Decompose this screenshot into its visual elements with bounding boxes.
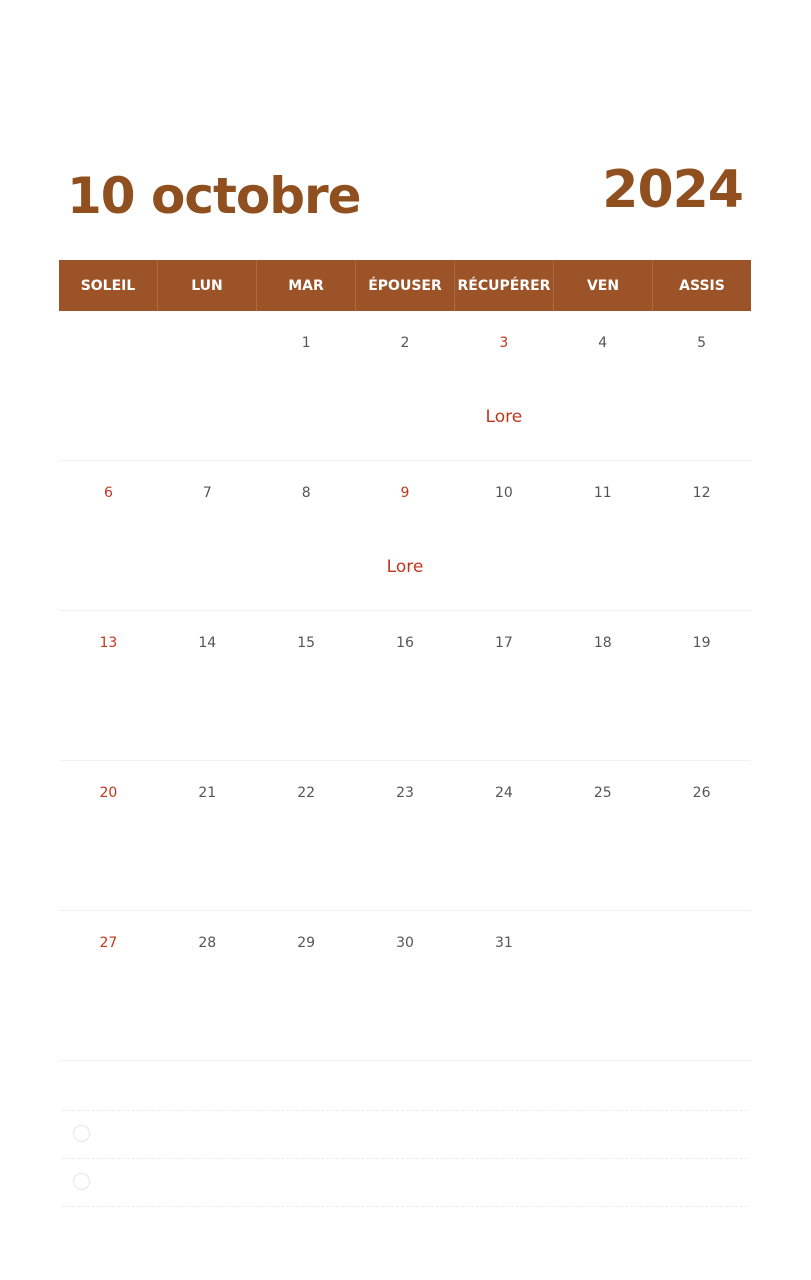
day-number: 19 <box>692 635 711 651</box>
day-number: 28 <box>198 935 217 951</box>
day-cell[interactable] <box>652 461 751 610</box>
week-row <box>59 611 751 761</box>
day-cell[interactable] <box>356 461 455 610</box>
day-cell[interactable] <box>158 611 257 760</box>
week-row <box>59 761 751 911</box>
day-cell[interactable] <box>257 461 356 610</box>
day-cell[interactable] <box>652 911 751 1060</box>
weekday-wed: ÉPOUSER <box>356 260 455 311</box>
day-cell[interactable] <box>356 611 455 760</box>
day-cell[interactable] <box>356 761 455 910</box>
weekday-sun: SOLEIL <box>59 260 158 311</box>
day-cell[interactable] <box>257 911 356 1060</box>
day-cell[interactable] <box>553 461 652 610</box>
day-number: 13 <box>99 635 118 651</box>
day-number: 17 <box>494 635 513 651</box>
day-number: 8 <box>301 485 311 501</box>
day-number: 22 <box>297 785 316 801</box>
day-cell[interactable] <box>158 461 257 610</box>
day-number: 29 <box>297 935 316 951</box>
week-row <box>59 461 751 611</box>
event-label[interactable]: Lore <box>485 407 523 427</box>
day-cell[interactable] <box>454 911 553 1060</box>
day-cell[interactable] <box>257 311 356 460</box>
day-cell[interactable] <box>652 761 751 910</box>
day-cell[interactable] <box>454 611 553 760</box>
day-number: 3 <box>499 335 509 351</box>
day-number: 12 <box>692 485 711 501</box>
month-title: 10 octobre <box>67 167 361 225</box>
notes-section <box>62 1110 748 1207</box>
day-cell[interactable] <box>158 761 257 910</box>
day-cell[interactable] <box>454 461 553 610</box>
day-number: 27 <box>99 935 118 951</box>
weekday-sat: ASSIS <box>679 277 725 294</box>
day-cell[interactable] <box>59 311 158 460</box>
weekday-mon: LUN <box>158 260 257 311</box>
weekday-fri: VEN <box>554 260 653 311</box>
day-cell[interactable] <box>59 611 158 760</box>
day-number: 9 <box>400 485 410 501</box>
day-number: 26 <box>692 785 711 801</box>
day-cell[interactable] <box>356 911 455 1060</box>
weekday-tue: MAR <box>257 260 356 311</box>
day-number: 11 <box>593 485 612 501</box>
day-cell[interactable] <box>553 911 652 1060</box>
day-cell[interactable] <box>257 611 356 760</box>
note-line <box>62 1206 748 1207</box>
day-cell[interactable] <box>59 761 158 910</box>
day-cell[interactable] <box>553 611 652 760</box>
day-cell[interactable] <box>454 761 553 910</box>
note-checkbox[interactable] <box>73 1173 90 1190</box>
year-title: 2024 <box>602 160 743 220</box>
day-number: 18 <box>593 635 612 651</box>
day-number: 15 <box>297 635 316 651</box>
day-cell[interactable] <box>257 761 356 910</box>
day-cell[interactable] <box>652 311 751 460</box>
day-number: 7 <box>202 485 212 501</box>
day-number: 1 <box>301 335 311 351</box>
day-cell[interactable] <box>158 911 257 1060</box>
day-cell[interactable] <box>158 311 257 460</box>
weekday-header <box>59 260 751 311</box>
day-number: 6 <box>103 485 113 501</box>
day-number: 30 <box>396 935 414 951</box>
weekday-thu: RÉCUPÉRER <box>455 260 554 311</box>
day-number: 31 <box>494 935 513 951</box>
day-number: 5 <box>697 335 707 351</box>
day-cell[interactable] <box>553 761 652 910</box>
day-number: 21 <box>198 785 217 801</box>
day-cell[interactable] <box>59 461 158 610</box>
day-number: 20 <box>99 785 118 801</box>
calendar-grid <box>59 260 751 1061</box>
note-line <box>62 1158 748 1206</box>
day-number: 14 <box>198 635 217 651</box>
day-cell[interactable] <box>652 611 751 760</box>
note-line <box>62 1110 748 1158</box>
day-cell[interactable] <box>553 311 652 460</box>
day-number: 23 <box>396 785 414 801</box>
day-number: 4 <box>598 335 608 351</box>
note-checkbox[interactable] <box>73 1125 90 1142</box>
day-number: 24 <box>494 785 513 801</box>
day-number: 10 <box>494 485 513 501</box>
day-cell[interactable] <box>59 911 158 1060</box>
day-cell[interactable] <box>356 311 455 460</box>
day-cell[interactable] <box>454 311 553 460</box>
day-number: 25 <box>593 785 612 801</box>
event-label[interactable]: Lore <box>386 557 424 577</box>
week-row <box>59 311 751 461</box>
week-row <box>59 911 751 1061</box>
day-number: 2 <box>400 335 410 351</box>
day-number: 16 <box>396 635 414 651</box>
